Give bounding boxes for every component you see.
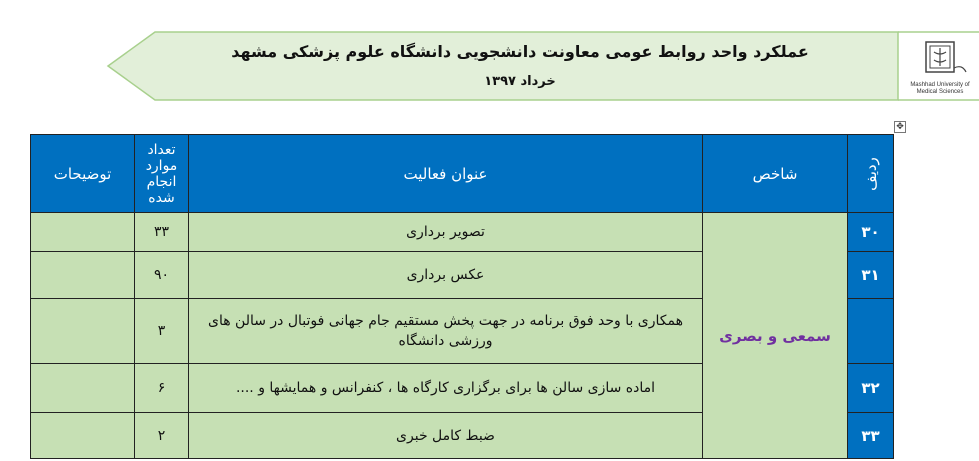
count-cell: ۶ [135,364,189,413]
row-number: ۳۰ [848,213,894,252]
activity-cell: همکاری با وحد فوق برنامه در جهت پخش مستقیم جام جهانی فوتبال در سالن های ورزشی دانشگاه [189,299,703,364]
header-indicator: شاخص [703,135,848,213]
notes-cell [31,252,135,299]
activity-cell: اماده سازی سالن ها برای برگزاری کارگاه ها ، کنفرانس و همایشها و .... [189,364,703,413]
activity-cell: عکس برداری [189,252,703,299]
logo-caption-line2: Medical Sciences [916,89,964,95]
report-date: خرداد ۱۳۹۷ [484,74,556,89]
header-row-number: ردیف [848,135,894,213]
activity-cell: تصویر برداری [189,213,703,252]
notes-cell [31,299,135,364]
logo-caption-line1: Mashhad University of [910,82,970,88]
table-header-row [31,135,894,213]
table-move-handle-icon[interactable]: ✥ [894,121,906,133]
row-number [848,299,894,364]
count-cell: ۳ [135,299,189,364]
header-count: تعداد موارد انجام شده [135,135,189,213]
count-cell: ۳۳ [135,213,189,252]
notes-cell [31,413,135,459]
notes-cell [31,213,135,252]
activity-table [30,134,894,459]
indicator-cell: سمعی و بصری [703,213,848,459]
logo-caption [904,82,976,96]
count-cell: ۲ [135,413,189,459]
row-number: ۳۲ [848,364,894,413]
table-row [31,213,894,252]
header-activity: عنوان فعالیت [189,135,703,213]
row-number: ۳۱ [848,252,894,299]
count-cell: ۹۰ [135,252,189,299]
activity-cell: ضبط کامل خبری [189,413,703,459]
page-title: عملکرد واحد روابط عومی معاونت دانشجویی دانشگاه علوم پزشکی مشهد [231,42,809,61]
row-number: ۳۳ [848,413,894,459]
header-notes: توضیحات [31,135,135,213]
notes-cell [31,364,135,413]
